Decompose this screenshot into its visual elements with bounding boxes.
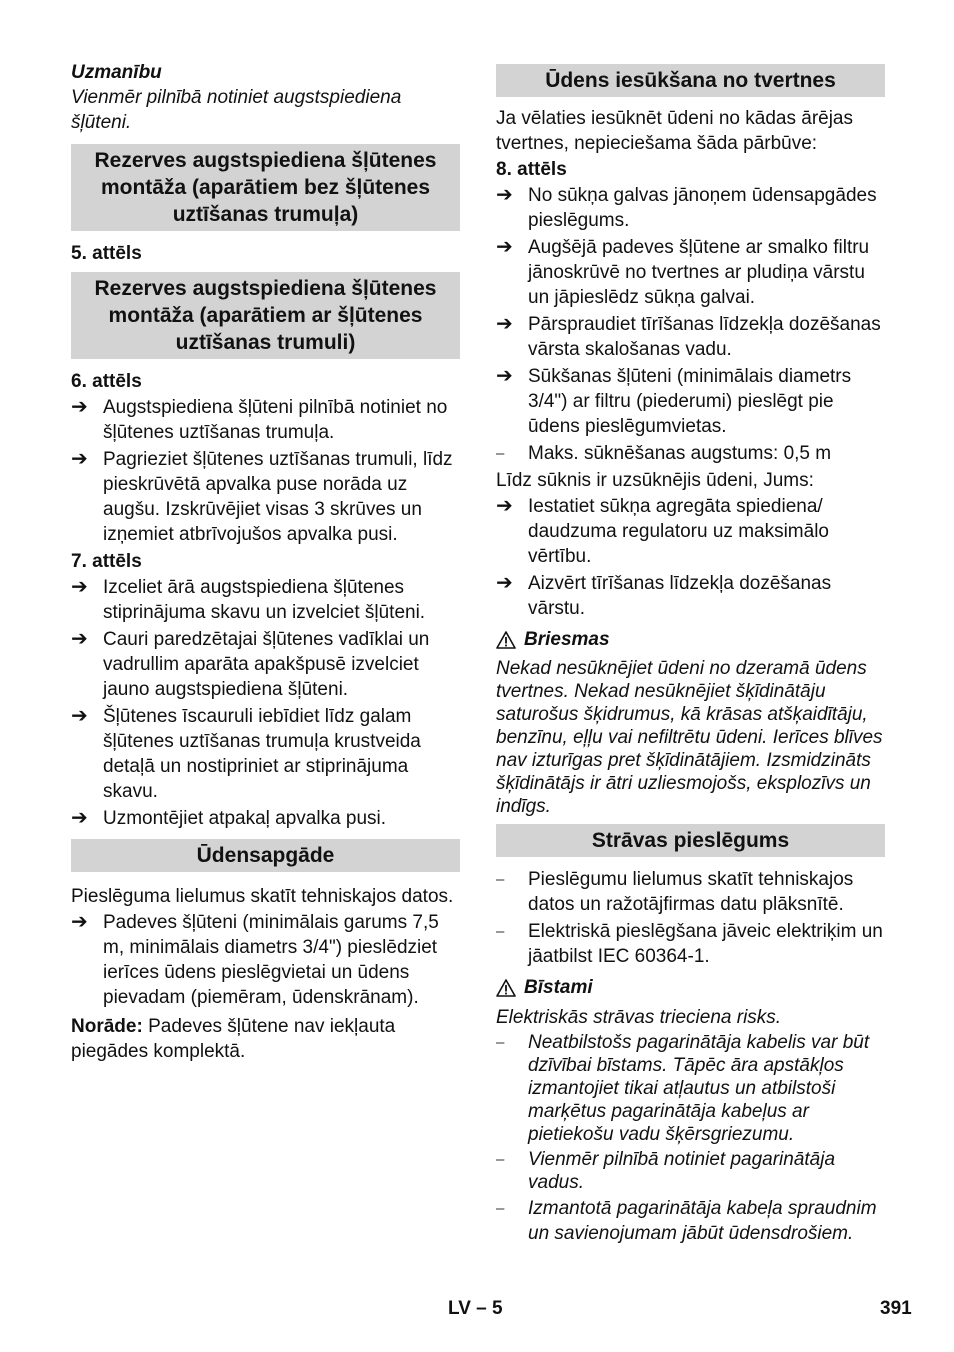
list-item: ➔ Cauri paredzētajai šļūtenes vadīklai un vadrullim aparāta apakšpusē izvelciet jauno augstspiediena šļūteni.	[71, 628, 430, 700]
dash-bullet: –	[496, 1034, 505, 1051]
left-column	[71, 60, 460, 1069]
note-label: Norāde:	[71, 1016, 143, 1037]
tank-intro: Ja vēlaties iesūknēt ūdeni no kādas ārējas tvertnes, nepieciešama šāda pārbūve:	[496, 108, 854, 154]
dash-bullet: –	[496, 1200, 505, 1217]
section-heading-power-connection: Strāvas pieslēgums	[496, 824, 885, 857]
section-heading-water-supply: Ūdensapgāde	[71, 839, 460, 872]
danger-header	[496, 627, 885, 652]
list-item: – Izmantotā pagarinātāja kabeļa spraudnim un savienojumam jābūt ūdensdrošiem.	[496, 1198, 877, 1244]
figure-ref-8: 8. attēls	[496, 159, 567, 180]
danger-text: Nekad nesūknējiet ūdeni no dzeramā ūdens tvertnes. Nekad nesūknējiet šķīdinātāju saturošus šķidrumus, kā krāsas atšķaidītāju, benzīnu, eļļu vai nefiltrētu ūdeni. Ierīces blīves nav izturīgas pret šķīdinātājiem. Izsmidzināts šķīdinātājs ir ātri uzliesmojošs, eksplozīvs un indīgs.	[496, 658, 883, 817]
arrow-icon: ➔	[496, 313, 513, 335]
list-item: ➔ Sūkšanas šļūteni (minimālais diametrs 3/4") ar filtru (piederumi) pieslēgt pie ūdens pieslēgumvietas.	[496, 365, 852, 437]
note	[71, 1014, 460, 1064]
figure-ref-5: 5. attēls	[71, 243, 142, 264]
dash-bullet: –	[496, 871, 505, 888]
arrow-icon: ➔	[496, 572, 513, 594]
hazard-text: Elektriskās strāvas trieciena risks.	[496, 1007, 782, 1028]
dash-bullet: –	[496, 923, 505, 940]
list-item: – Pieslēgumu lielumus skatīt tehniskajos datos un ražotājfirmas datu plāksnītē.	[496, 869, 854, 915]
section-heading-tank-suction: Ūdens iesūkšana no tvertnes	[496, 64, 885, 97]
arrow-icon: ➔	[71, 628, 88, 650]
caution-title: Uzmanību	[71, 62, 162, 83]
page-number: 391	[880, 1298, 912, 1319]
arrow-icon: ➔	[71, 448, 88, 470]
hazard-header	[496, 975, 885, 1000]
arrow-icon: ➔	[71, 705, 88, 727]
warning-triangle-icon	[496, 631, 516, 649]
list-item: ➔ Aizvērt tīrīšanas līdzekļa dozēšanas vārstu.	[496, 572, 832, 619]
danger-title: Briesmas	[524, 629, 610, 650]
arrow-icon: ➔	[71, 576, 88, 598]
list-item: ➔ Pagrieziet šļūtenes uztīšanas trumuli, līdz pieskrūvētā apvalka puse norāda uz augšu. Izskrūvējiet visas 3 skrūves un izņemiet atbrīvojušos apvalka pusi.	[71, 448, 453, 545]
section-heading-hose-with-reel: Rezerves augstspiediena šļūtenes montāža (aparātiem ar šļūtenes uztīšanas trumuli)	[71, 272, 460, 359]
list-item: ➔ Pārspraudiet tīrīšanas līdzekļa dozēšanas vārsta skalošanas vadu.	[496, 313, 881, 360]
list-item: ➔ Augstspiediena šļūteni pilnībā notiniet no šļūtenes uztīšanas trumuļa.	[71, 396, 448, 443]
page-footer	[0, 1294, 954, 1324]
arrow-icon: ➔	[496, 495, 513, 517]
dash-bullet: –	[496, 1151, 505, 1168]
list-item: – Neatbilstošs pagarinātāja kabelis var būt dzīvībai bīstams. Tāpēc āra apstākļos izmantojiet tikai atļautus un atbilstoši marķētus pagarinātāja kabeļus ar pietiekošu vadu šķērsgriezumu.	[496, 1032, 870, 1145]
section-heading-hose-without-reel: Rezerves augstspiediena šļūtenes montāža (aparātiem bez šļūtenes uztīšanas trumuļa)	[71, 144, 460, 231]
caution-text: Vienmēr pilnībā notiniet augstspiediena šļūteni.	[71, 87, 402, 133]
language-page-label: LV – 5	[448, 1298, 503, 1319]
list-item: ➔ Padeves šļūteni (minimālais garums 7,5 m, minimālais diametrs 3/4") pieslēdziet ierīces ūdens pieslēgvietai un ūdens pievadam (piemēram, ūdenskrānam).	[71, 911, 439, 1008]
dash-bullet: –	[496, 445, 505, 462]
note-text: Padeves šļūtene nav iekļauta piegādes komplektā.	[71, 1016, 396, 1062]
list-item: ➔ Izceliet ārā augstspiediena šļūtenes stiprinājuma skavu un izvelciet šļūteni.	[71, 576, 426, 623]
list-item: – Maks. sūknēšanas augstums: 0,5 m	[496, 443, 832, 464]
list-item: ➔ Iestatiet sūkņa agregāta spiediena/ daudzuma regulatoru uz maksimālo vērtību.	[496, 495, 829, 567]
right-column	[496, 64, 885, 1248]
water-intro: Pieslēguma lielumus skatīt tehniskajos datos.	[71, 886, 454, 907]
arrow-icon: ➔	[71, 396, 88, 418]
until-text: Līdz sūknis ir uzsūknējis ūdeni, Jums:	[496, 470, 814, 491]
arrow-icon: ➔	[496, 365, 513, 387]
arrow-icon: ➔	[71, 807, 88, 829]
hazard-title: Bīstami	[524, 977, 593, 998]
arrow-icon: ➔	[496, 236, 513, 258]
arrow-icon: ➔	[71, 911, 88, 933]
figure-ref-7: 7. attēls	[71, 551, 142, 572]
arrow-icon: ➔	[496, 184, 513, 206]
list-item: – Vienmēr pilnībā notiniet pagarinātāja vadus.	[496, 1149, 836, 1193]
figure-ref-6: 6. attēls	[71, 371, 142, 392]
warning-triangle-icon	[496, 979, 516, 997]
list-item: ➔ Šļūtenes īscauruli iebīdiet līdz galam šļūtenes uztīšanas trumuļa krustveida detaļā un nostipriniet ar stiprinājuma skavu.	[71, 705, 421, 802]
list-item: ➔ Augšējā padeves šļūtene ar smalko filtru jānoskrūvē no tvertnes ar pludiņa vārstu un jāpieslēdz sūkņa galvai.	[496, 236, 870, 308]
list-item: – Elektriskā pieslēgšana jāveic elektriķim un jāatbilst IEC 60364-1.	[496, 921, 883, 967]
list-item: ➔ No sūkņa galvas jānoņem ūdensapgādes pieslēgums.	[496, 184, 877, 231]
list-item: ➔ Uzmontējiet atpakaļ apvalka pusi.	[71, 807, 387, 829]
